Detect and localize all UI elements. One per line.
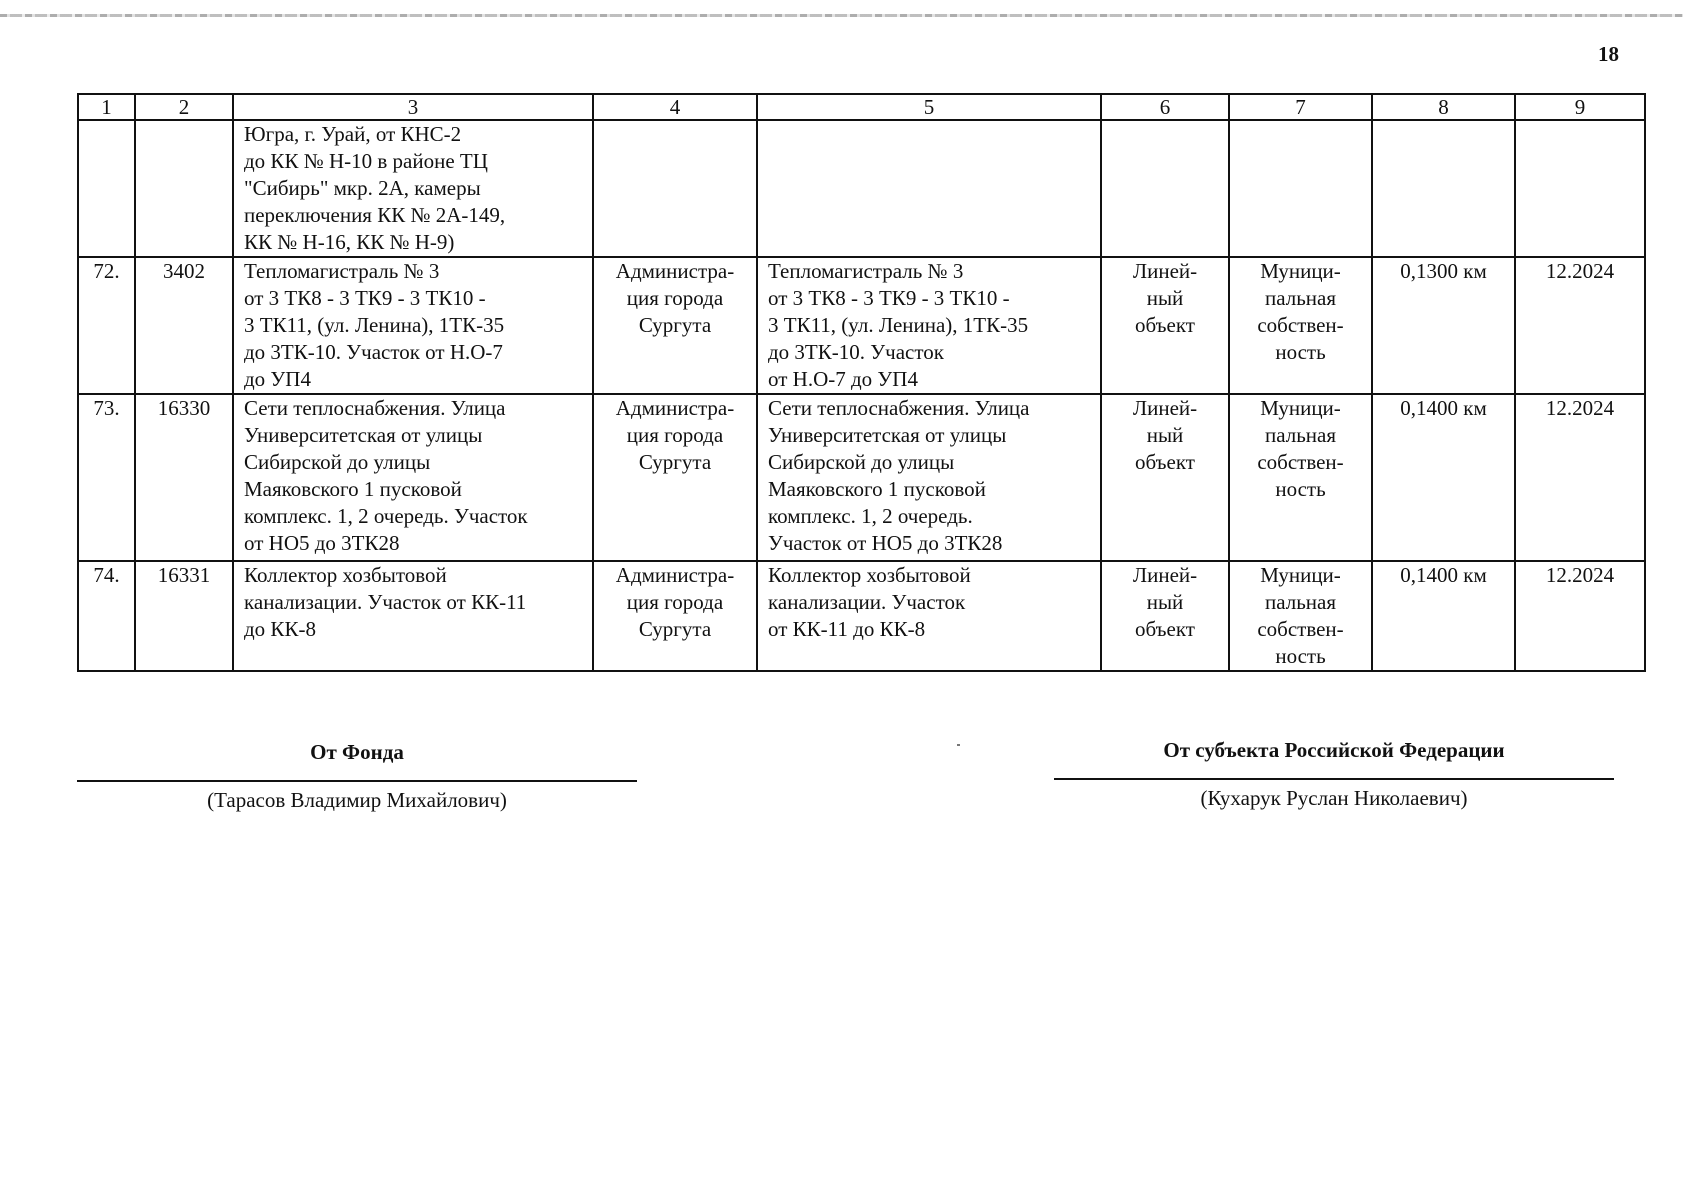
signature-name: (Тарасов Владимир Михайлович) (207, 788, 507, 812)
object-description-cell (757, 257, 1101, 394)
owner-cell (593, 120, 757, 257)
object-description-cell (757, 120, 1101, 257)
table-header-row (78, 94, 1645, 120)
cell-line: Тепломагистраль № 3 (768, 259, 964, 283)
ownership-cell (1229, 120, 1372, 257)
cell-line: ный (1146, 423, 1184, 447)
cell-line: ный (1146, 590, 1184, 614)
row-number-cell: 72. (78, 257, 135, 394)
cell-line: Муници- (1260, 563, 1341, 587)
cell-line: Линей- (1132, 563, 1198, 587)
cell-line: объект (1135, 450, 1195, 474)
cell-line: до 3ТК-10. Участок от Н.О-7 (244, 340, 503, 364)
cell-line: ность (1275, 477, 1326, 501)
cell-line: от 3 ТК8 - 3 ТК9 - 3 ТК10 - (244, 286, 486, 310)
cell-line: Линей- (1132, 259, 1198, 283)
object-description-cell (757, 394, 1101, 561)
ownership-cell (1229, 561, 1372, 671)
cell-line: до КК № Н-10 в районе ТЦ (244, 149, 488, 173)
object-name-cell (233, 120, 593, 257)
length-cell: 0,1300 км (1372, 257, 1515, 394)
date-cell: 12.2024 (1515, 561, 1645, 671)
cell-line: 3 ТК11, (ул. Ленина), 1ТК-35 (244, 313, 505, 337)
cell-line: ция города (626, 286, 724, 310)
object-name-cell (233, 561, 593, 671)
column-number-header: 4 (593, 94, 757, 120)
object-id-cell (135, 120, 233, 257)
cell-line: пальная (1264, 590, 1337, 614)
column-number-header: 9 (1515, 94, 1645, 120)
cell-line: канализации. Участок от КК-11 (244, 590, 527, 614)
cell-line: Муници- (1260, 396, 1341, 420)
cell-line: КК № Н-16, КК № Н-9) (244, 230, 455, 254)
cell-line: Университетская от улицы (244, 423, 483, 447)
length-cell (1372, 120, 1515, 257)
object-id-cell: 3402 (135, 257, 233, 394)
cell-line: Сургута (638, 617, 712, 641)
date-cell: 12.2024 (1515, 257, 1645, 394)
cell-line: Тепломагистраль № 3 (244, 259, 440, 283)
object-name-cell (233, 257, 593, 394)
scan-edge-artifact (0, 14, 1683, 17)
row-number-cell: 73. (78, 394, 135, 561)
signature-title: От субъекта Российской Федерации (1163, 738, 1505, 762)
cell-line: Линей- (1132, 396, 1198, 420)
signature-line (1054, 778, 1614, 780)
table-row (78, 561, 1645, 671)
signature-line (77, 780, 637, 782)
owner-cell (593, 561, 757, 671)
ownership-cell (1229, 394, 1372, 561)
date-cell: 12.2024 (1515, 394, 1645, 561)
cell-line: собствен- (1257, 617, 1344, 641)
cell-line: объект (1135, 313, 1195, 337)
date-cell (1515, 120, 1645, 257)
cell-line: до КК-8 (244, 617, 316, 641)
cell-line: собствен- (1257, 450, 1344, 474)
cell-line: Сети теплоснабжения. Улица (768, 396, 1030, 420)
cell-line: "Сибирь" мкр. 2А, камеры (244, 176, 481, 200)
cell-line: объект (1135, 617, 1195, 641)
cell-line: собствен- (1257, 313, 1344, 337)
object-type-cell (1101, 120, 1229, 257)
cell-line: Маяковского 1 пусковой (244, 477, 462, 501)
cell-line: ность (1275, 340, 1326, 364)
cell-line: до 3ТК-10. Участок (768, 340, 944, 364)
signature-block-subject (1054, 738, 1614, 811)
cell-line: Маяковского 1 пусковой (768, 477, 986, 501)
row-number-cell (78, 120, 135, 257)
cell-line: Сибирской до улицы (244, 450, 431, 474)
object-id-cell: 16330 (135, 394, 233, 561)
column-number-header: 1 (78, 94, 135, 120)
object-type-cell (1101, 561, 1229, 671)
cell-line: ный (1146, 286, 1184, 310)
cell-line: комплекс. 1, 2 очередь. (768, 504, 973, 528)
cell-line: пальная (1264, 423, 1337, 447)
cell-line: ность (1275, 644, 1326, 668)
object-type-cell (1101, 394, 1229, 561)
cell-line: Муници- (1260, 259, 1341, 283)
cell-line: 3 ТК11, (ул. Ленина), 1ТК-35 (768, 313, 1029, 337)
cell-line: Сети теплоснабжения. Улица (244, 396, 506, 420)
object-type-cell (1101, 257, 1229, 394)
cell-line: Администра- (615, 563, 735, 587)
cell-line: Сибирской до улицы (768, 450, 955, 474)
cell-line: от 3 ТК8 - 3 ТК9 - 3 ТК10 - (768, 286, 1010, 310)
object-id-cell: 16331 (135, 561, 233, 671)
cell-line: пальная (1264, 286, 1337, 310)
cell-line: Участок от НО5 до 3ТК28 (768, 531, 1003, 555)
signature-title: От Фонда (310, 740, 404, 764)
object-description-cell (757, 561, 1101, 671)
cell-line: переключения КК № 2А-149, (244, 203, 506, 227)
cell-line: до УП4 (244, 367, 311, 391)
cell-line: Коллектор хозбытовой (244, 563, 447, 587)
owner-cell (593, 257, 757, 394)
page-number: 18 (1598, 42, 1619, 66)
cell-line: Югра, г. Урай, от КНС-2 (244, 122, 462, 146)
column-number-header: 5 (757, 94, 1101, 120)
cell-line: от КК-11 до КК-8 (768, 617, 926, 641)
signature-name: (Кухарук Руслан Николаевич) (1200, 786, 1468, 810)
length-cell: 0,1400 км (1372, 561, 1515, 671)
row-number-cell: 74. (78, 561, 135, 671)
cell-line: Коллектор хозбытовой (768, 563, 971, 587)
table-row (78, 120, 1645, 257)
column-number-header: 6 (1101, 94, 1229, 120)
column-number-header: 7 (1229, 94, 1372, 120)
cell-line: от Н.О-7 до УП4 (768, 367, 918, 391)
column-number-header: 8 (1372, 94, 1515, 120)
cell-line: комплекс. 1, 2 очередь. Участок (244, 504, 528, 528)
table-row (78, 394, 1645, 561)
cell-line: от НО5 до 3ТК28 (244, 531, 400, 555)
cell-line: Администра- (615, 396, 735, 420)
signature-block-fund (77, 740, 637, 813)
column-number-header: 3 (233, 94, 593, 120)
table-row (78, 257, 1645, 394)
cell-line: Сургута (638, 450, 712, 474)
column-number-header: 2 (135, 94, 233, 120)
owner-cell (593, 394, 757, 561)
cell-line: канализации. Участок (768, 590, 966, 614)
length-cell: 0,1400 км (1372, 394, 1515, 561)
ownership-cell (1229, 257, 1372, 394)
object-name-cell (233, 394, 593, 561)
cell-line: Администра- (615, 259, 735, 283)
scan-speck (957, 744, 960, 746)
cell-line: ция города (626, 423, 724, 447)
cell-line: ция города (626, 590, 724, 614)
cell-line: Университетская от улицы (768, 423, 1007, 447)
cell-line: Сургута (638, 313, 712, 337)
objects-table (77, 93, 1646, 672)
